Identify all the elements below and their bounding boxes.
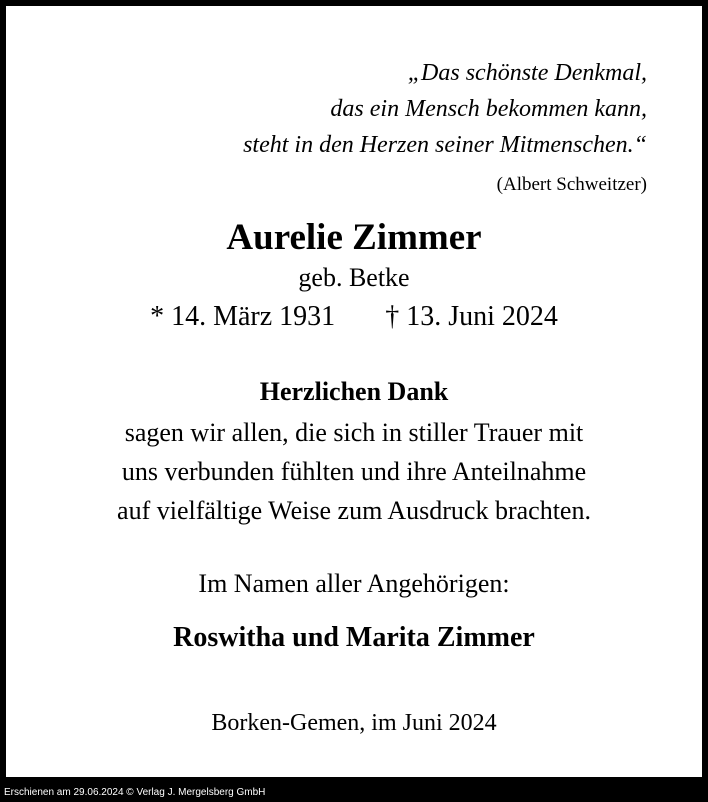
life-dates bbox=[0, 299, 708, 335]
thanks-line-1: sagen wir allen, die sich in stiller Trauer mit bbox=[124, 418, 584, 447]
quote-line-1: „Das schönste Denkmal, bbox=[407, 60, 647, 86]
publication-footer: Erschienen am 29.06.2024 © Verlag J. Mergelsberg GmbH bbox=[0, 783, 708, 802]
quote-block bbox=[243, 55, 647, 197]
thanks-line-3: auf vielfältige Weise zum Ausdruck brachten. bbox=[117, 496, 591, 525]
thanks-line-2: uns verbunden fühlten und ihre Anteilnahme bbox=[121, 457, 587, 486]
thanks-title: Herzlichen Dank bbox=[259, 377, 449, 406]
death-date: † 13. Juni 2024 bbox=[385, 301, 558, 332]
signature-names: Roswitha und Marita Zimmer bbox=[173, 622, 535, 653]
quote-line-3: steht in den Herzen seiner Mitmenschen.“ bbox=[243, 132, 647, 158]
birth-date: * 14. März 1931 bbox=[150, 301, 336, 332]
quote-author: (Albert Schweitzer) bbox=[496, 174, 647, 195]
born-name: geb. Betke bbox=[298, 263, 410, 292]
place-date: Borken-Gemen, im Juni 2024 bbox=[211, 710, 497, 736]
deceased-name: Aurelie Zimmer bbox=[226, 217, 482, 258]
on-behalf-line: Im Namen aller Angehörigen: bbox=[198, 569, 510, 598]
quote-line-2: das ein Mensch bekommen kann, bbox=[330, 96, 647, 122]
